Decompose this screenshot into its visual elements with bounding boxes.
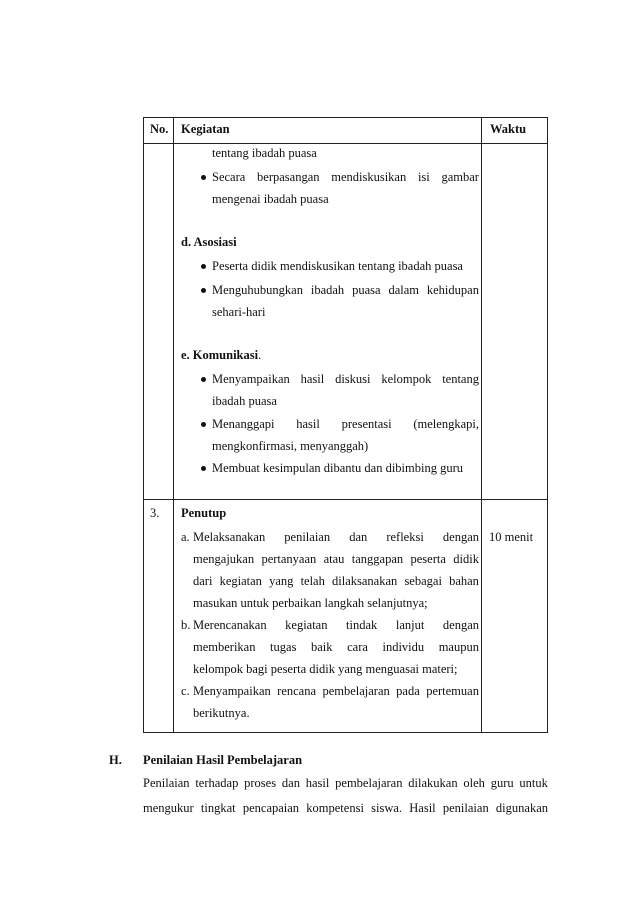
komunikasi-item-3: Membuat kesimpulan dibantu dan dibimbing guru [212,461,464,475]
komunikasi-heading: e. Komunikasi. [181,348,262,362]
bullet-icon [201,377,206,382]
header-no: No. [150,122,169,136]
bullet-item-cont: mengenai ibadah puasa [212,192,329,206]
header-waktu: Waktu [490,122,527,136]
column-divider-no [173,117,174,733]
section-h-paragraph-line-1: Penilaian terhadap proses dan hasil pembelajaran dilakukan oleh guru untuk [143,776,548,790]
item-b-label: b. [181,618,191,632]
komunikasi-item-2-cont: mengkonfirmasi, menyanggah) [212,439,369,453]
bullet-icon [201,466,206,471]
header-kegiatan: Kegiatan [181,122,230,136]
asosiasi-item-2-cont: sehari-hari [212,305,266,319]
item-a-line-3: dari kegiatan yang telah dilaksanakan sebagai bahan [193,574,479,588]
item-a-line-1: Melaksanakan penilaian dan refleksi dengan [193,530,479,544]
asosiasi-heading: d. Asosiasi [181,235,237,249]
table-border-bottom [143,732,548,733]
asosiasi-item-1: Peserta didik mendiskusikan tentang ibadah puasa [212,259,463,273]
header-divider [143,143,548,144]
bullet-icon [201,264,206,269]
column-divider-waktu [481,117,482,733]
item-a-line-2: mengajukan pertanyaan atau tanggapan peserta didik [193,552,479,566]
section-h-paragraph-line-2: mengukur tingkat pencapaian kompetensi siswa. Hasil penilaian digunakan [143,801,548,815]
komunikasi-item-1-cont: ibadah puasa [212,394,277,408]
bullet-icon [201,422,206,427]
row-3-number: 3. [150,506,160,520]
table-border-top [143,117,548,118]
item-c-label: c. [181,684,190,698]
lesson-activity-table [143,117,548,733]
item-c-line-2: berikutnya. [193,706,250,720]
item-b-line-3: kelompok bagi peserta didik yang menguasai materi; [193,662,458,676]
item-a-line-4: masukan untuk perbaikan langkah selanjutnya; [193,596,428,610]
item-b-line-1: Merencanakan kegiatan tindak lanjut dengan [193,618,479,632]
section-h-title: Penilaian Hasil Pembelajaran [143,753,303,767]
item-b-line-2: memberikan tugas baik cara individu maupun [193,640,479,654]
komunikasi-item-1: Menyampaikan hasil diskusi kelompok tentang [212,372,479,386]
cont-line: tentang ibadah puasa [212,146,317,160]
table-border-left [143,117,144,733]
item-a-label: a. [181,530,190,544]
penutup-waktu: 10 menit [489,530,534,544]
section-h-label: H. [109,753,122,767]
bullet-icon [201,175,206,180]
komunikasi-item-2: Menanggapi hasil presentasi (melengkapi, [212,417,479,431]
penutup-heading: Penutup [181,506,227,520]
item-c-line-1: Menyampaikan rencana pembelajaran pada pertemuan [193,684,479,698]
row-divider [143,499,548,500]
bullet-item-berpasangan: Secara berpasangan mendiskusikan isi gambar [212,170,479,184]
table-border-right [547,117,548,733]
bullet-icon [201,288,206,293]
asosiasi-item-2: Menguhubungkan ibadah puasa dalam kehidupan [212,283,479,297]
